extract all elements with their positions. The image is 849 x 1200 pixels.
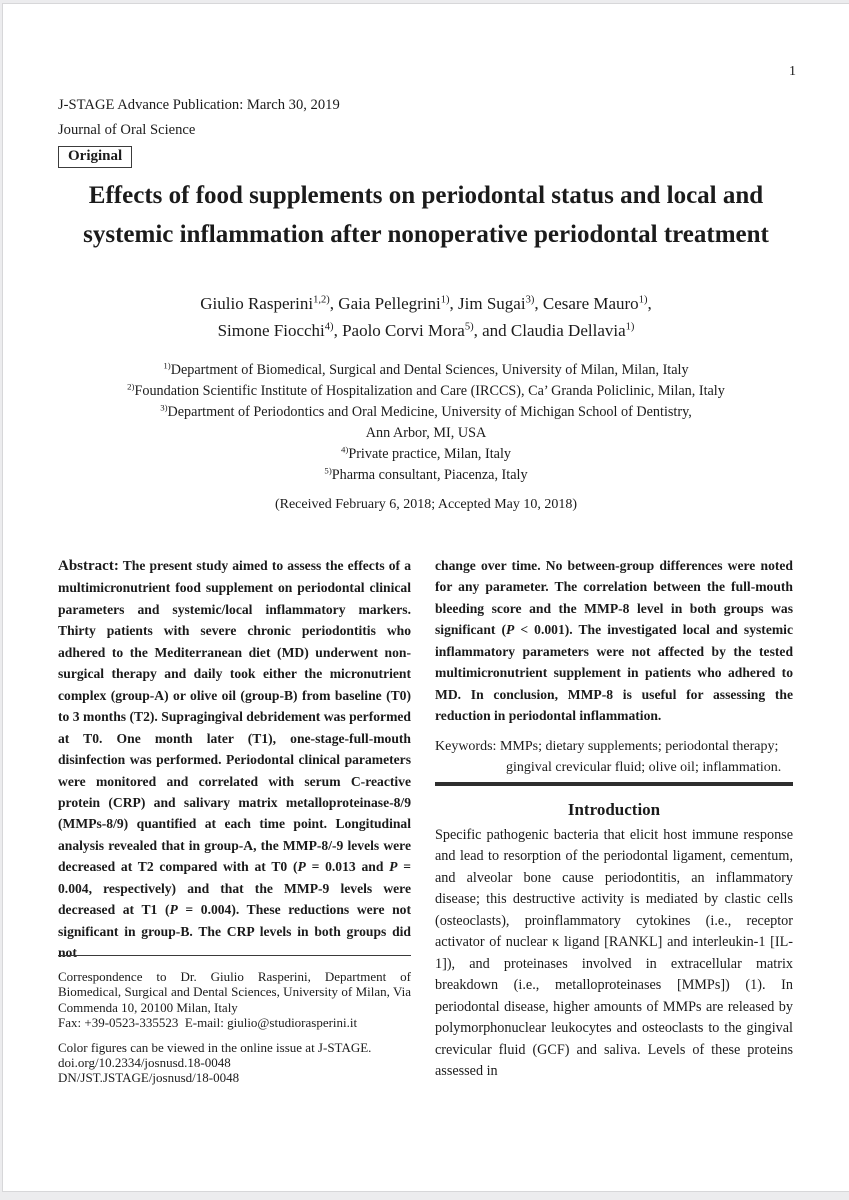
abstract-text-left: The present study aimed to assess the effects of a multimicronutrient food supplement on periodontal clinical parameters and systemic/local inflammatory markers. Thirty patients with severe chronic periodontitis who adhered to the Mediterranean diet (MD) underwent non-surgical therapy and daily took either the micronutrient complex (group-A) or olive oil (group-B) from baseline (T0) to 3 months (T2). Supragingival debridement was performed at T0. One month later (T1), one-stage-full-mouth disinfection was performed. Periodontal clinical parameters were monitored and correlated with serum C-reactive protein (CRP) and salivary matrix metalloproteinase-8/9 (MMPs-8/9) quantified at each time point. Longitudinal analysis revealed that in group-A, the MMP-8/-9 levels were decreased at T2 compared with at T0 (P = 0.013 and P = 0.004, respectively) and that the MMP-9 levels were decreased at T1 (P = 0.004). These reductions were not significant in group-B. The CRP levels in both groups did not — [58, 558, 412, 961]
article-title: Effects of food supplements on periodontal status and local and systemic inflammation after nonoperative periodontal treatment — [83, 182, 769, 248]
page-header — [58, 93, 340, 143]
affiliation-line: $^{4)}$Private practice, Milan, Italy — [340, 443, 512, 462]
advance-publication-line: J-STAGE Advance Publication: March 30, 2019 — [58, 97, 340, 113]
publication-notes — [58, 1040, 411, 1086]
article-title-block — [3, 176, 849, 254]
keywords-divider — [435, 782, 793, 786]
abstract-text-right: change over time. No between-group differences were noted for any parameter. The correlation between the full-mouth bleeding score and the MMP-8 level in both groups was significant (P < 0.001). The investigated local and systemic inflammatory parameters were not affected by the tested multimicronutrient supplement in patients who adhered to MD. In conclusion, MMP-8 is useful for assessing the reduction in periodontal inflammation. — [435, 558, 793, 724]
column-left — [58, 555, 411, 964]
doi-line: doi.org/10.2334/josnusd.18-0048 — [58, 1055, 231, 1071]
keywords-label: Keywords: — [435, 738, 497, 754]
keywords-block — [435, 736, 793, 778]
footnote-divider — [58, 955, 411, 956]
correspondence-fax-email: Fax: +39-0523-335523 E-mail: giulio@studiorasperini.it — [58, 1015, 358, 1031]
affiliation-line: Ann Arbor, MI, USA — [365, 424, 487, 441]
author-list — [3, 290, 849, 344]
abstract-paragraph-left — [58, 555, 411, 964]
abstract-label: Abstract: — [58, 558, 119, 574]
received-accepted-dates: (Received February 6, 2018; Accepted May 10, 2018) — [274, 497, 578, 512]
correspondence-address: Correspondence to Dr. Giulio Rasperini, Department of Biomedical, Surgical and Dental Sciences, University of Milan, Via Commenda 10, 20100 Milan, Italy — [58, 969, 411, 1015]
journal-name: Journal of Oral Science — [58, 122, 196, 138]
affiliation-line: $^{3)}$Department of Periodontics and Oral Medicine, University of Michigan School of Dentistry, — [160, 402, 692, 420]
introduction-paragraph: Specific pathogenic bacteria that elicit host immune response and lead to resorption of the periodontal ligament, cementum, and alveolar bone cause periodontitis, an inflammatory disease; this destructive activity is mediated by clastic cells (osteoclasts), proinflammatory cytokines (i.e., receptor activator of nuclear κ ligand [RANKL] and interleukin-1 [IL-1]), and proteinases involved in extracellular matrix breakdown (i.e., metalloproteinases [MMPs]) (1). In periodontal disease, higher amounts of MMPs are released by polymorphonuclear leukocytes and osteoclasts to the gingival crevicular fluid (GCF) and saliva. Levels of these proteins assessed in — [435, 826, 793, 1080]
affiliation-line: $^{5)}$Pharma consultant, Piacenza, Italy — [324, 464, 528, 483]
article-type-badge: Original — [58, 146, 132, 168]
affiliation-line: $^{1)}$Department of Biomedical, Surgical and Dental Sciences, University of Milan, Milan, Italy — [163, 360, 689, 378]
author-line: Giulio Rasperini$^{1,2)}$, Gaia Pellegrini$^{1)}$, Jim Sugai$^{3)}$, Cesare Mauro$^{1)}$, — [200, 294, 652, 313]
keywords-text: MMPs; dietary supplements; periodontal therapy; gingival crevicular fluid; olive oil; inflammation. — [499, 738, 782, 775]
footnote-block — [58, 955, 411, 1086]
journal-page — [2, 3, 849, 1192]
author-line: Simone Fiocchi$^{4)}$, Paolo Corvi Mora$^{5)}$, and Claudia Dellavia$^{1)}$ — [217, 321, 635, 340]
column-right — [435, 555, 793, 1083]
introduction-heading: Introduction — [567, 799, 661, 819]
color-figures-note: Color figures can be viewed in the online issue at J-STAGE. — [58, 1039, 372, 1055]
affiliation-list — [3, 360, 849, 485]
affiliation-line: $^{2)}$Foundation Scientific Institute of Hospitalization and Care (IRCCS), Ca’ Granda Policlinic, Milan, Italy — [127, 381, 725, 399]
page-number: 1 — [789, 64, 796, 79]
dn-line: DN/JST.JSTAGE/josnusd/18-0048 — [58, 1070, 240, 1086]
